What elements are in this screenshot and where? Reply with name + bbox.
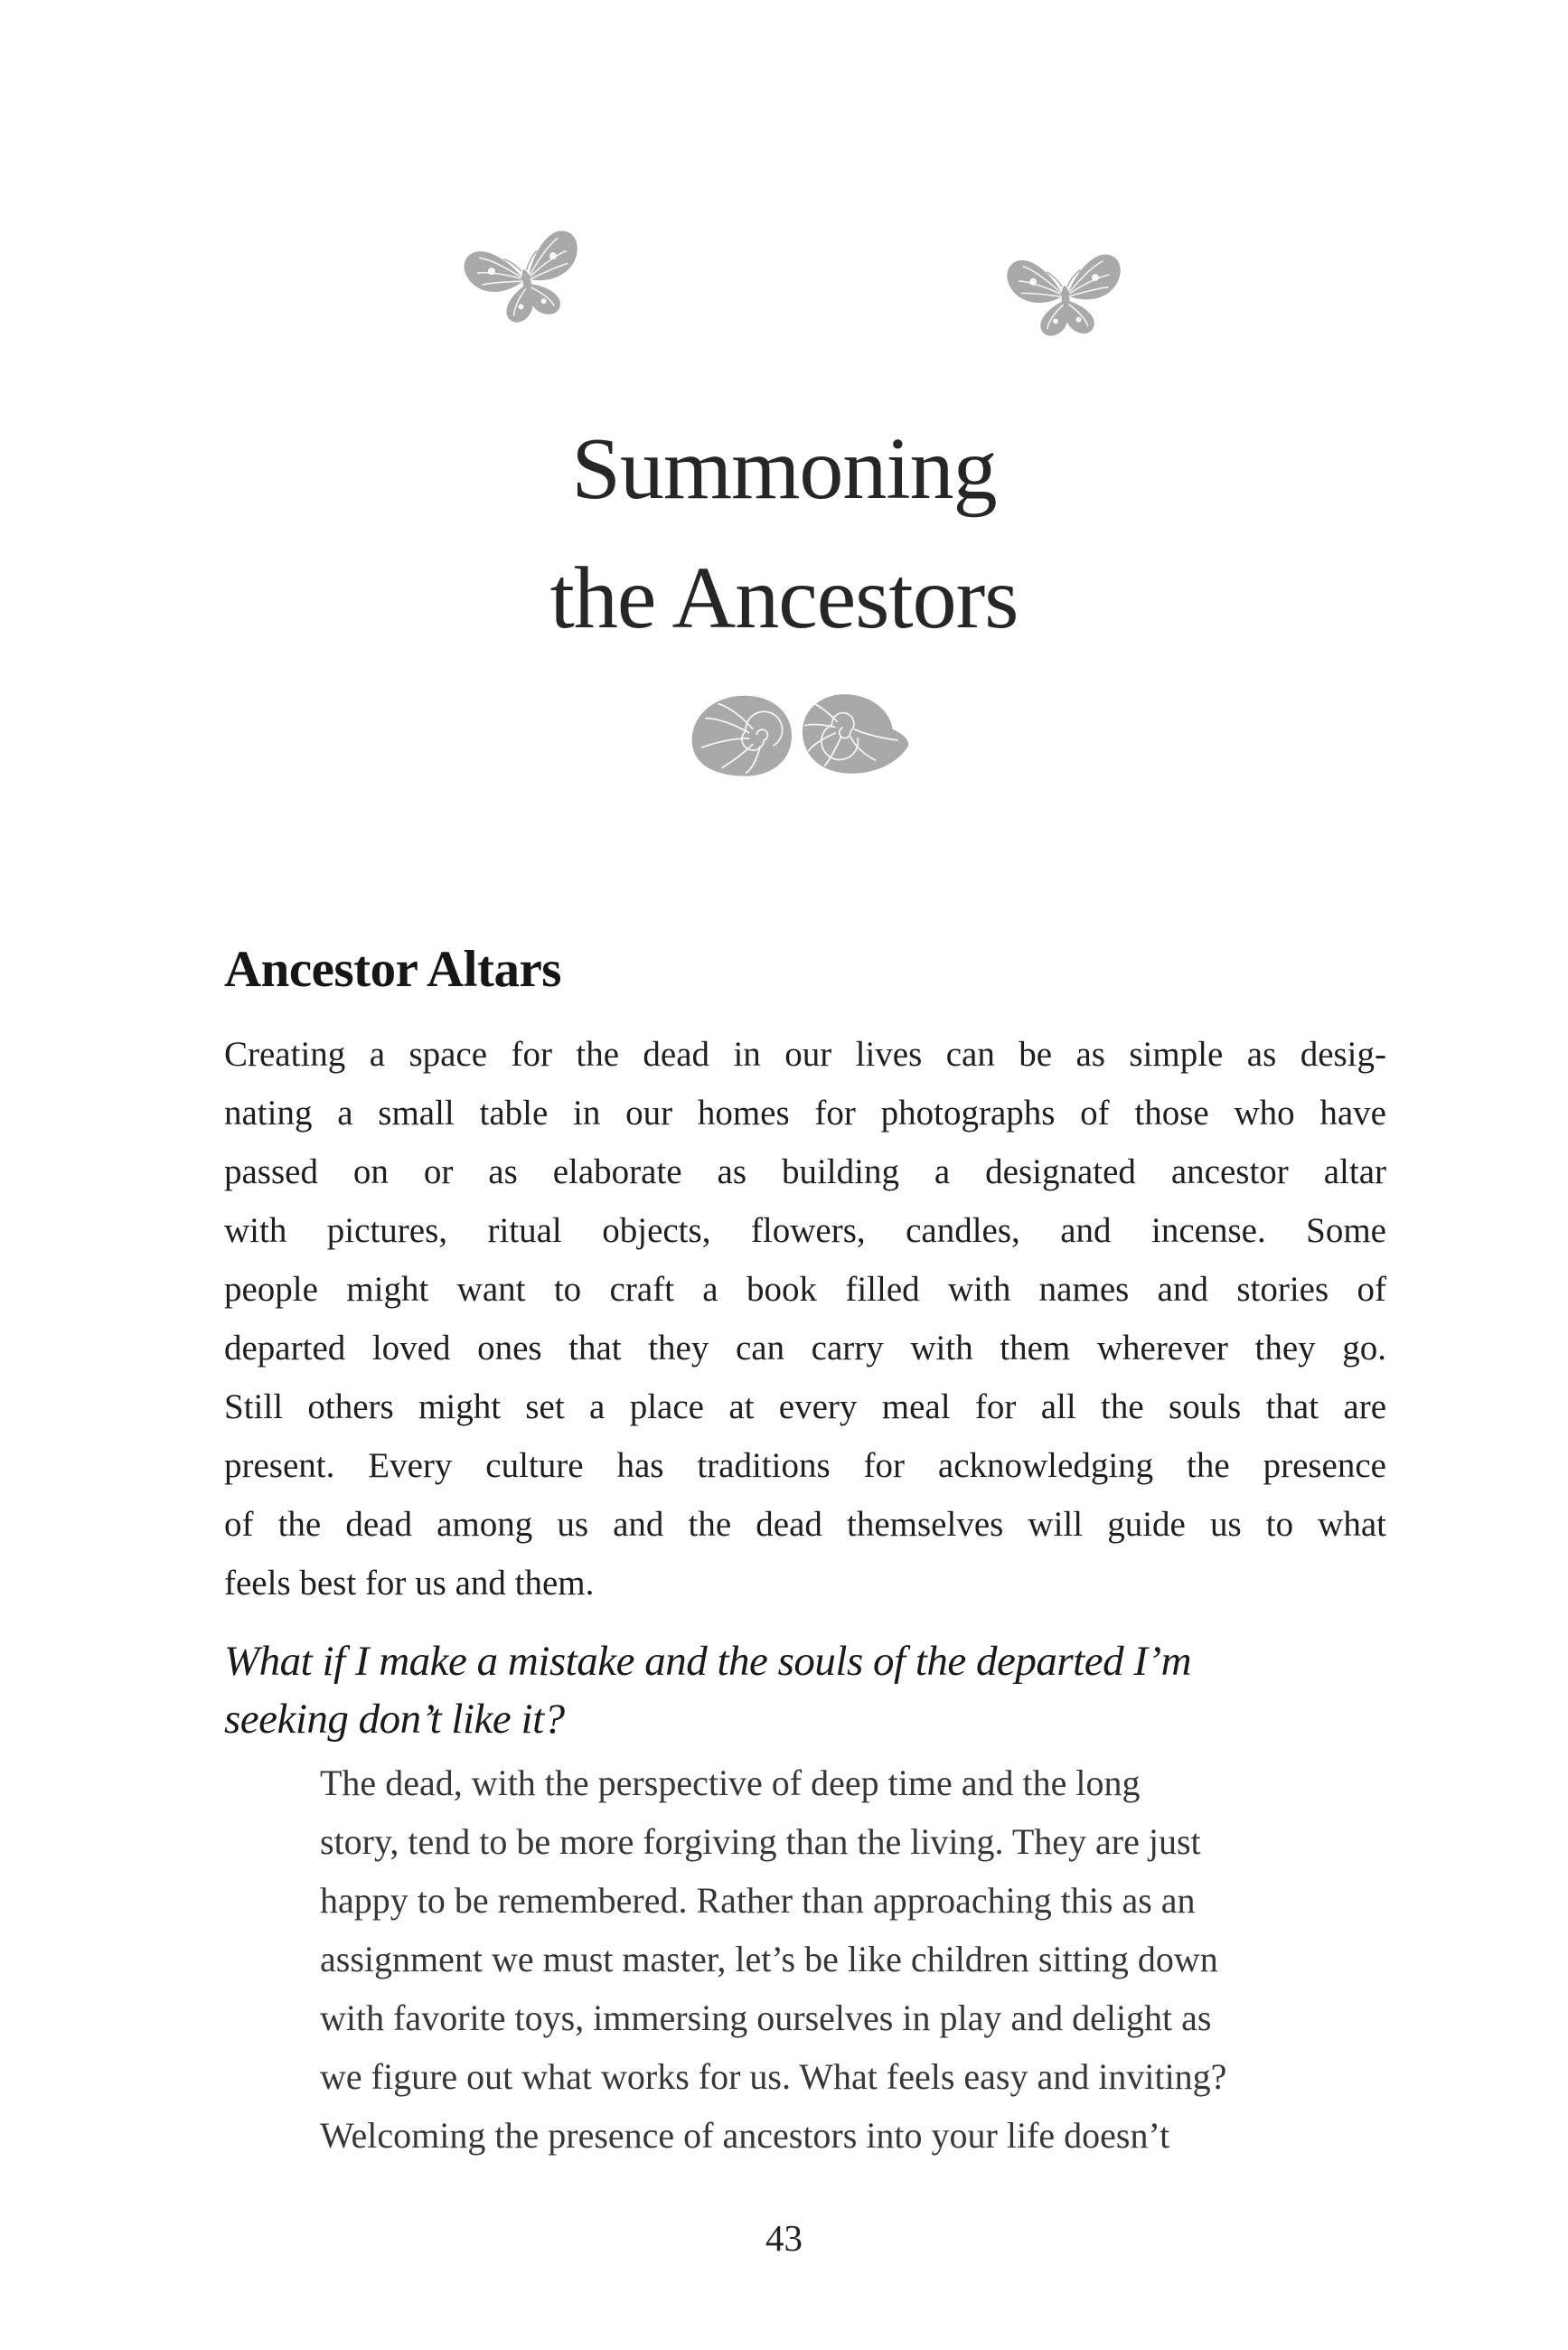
body-text-line: feels best for us and them.	[224, 1564, 595, 1603]
body-paragraph	[224, 1025, 1386, 1612]
answer-text-line: The dead, with the perspective of deep time and the long	[320, 1762, 1141, 1803]
answer-text-line: happy to be remembered. Rather than approaching this as an	[320, 1880, 1196, 1921]
answer-paragraph	[320, 1753, 1332, 2165]
chapter-title-line1: Summoning	[571, 420, 997, 518]
section-heading: Ancestor Altars	[224, 941, 561, 998]
question-line1: What if I make a mistake and the souls of the departed I’m	[224, 1638, 1192, 1685]
body-text-line: present. Every culture has traditions for acknowledging the presence	[224, 1446, 1386, 1485]
answer-text-line: assignment we must master, let’s be like children sitting down	[320, 1939, 1218, 1979]
answer-text-line: story, tend to be more forgiving than the living. They are just	[320, 1821, 1201, 1862]
body-text-line: nating a small table in our homes for photographs of those who have	[224, 1094, 1386, 1133]
body-text-line: passed on or as elaborate as building a designated ancestor altar	[224, 1152, 1386, 1191]
page-number: 43	[765, 2217, 803, 2259]
answer-text-line: with favorite toys, immersing ourselves in play and delight as	[320, 1998, 1212, 2038]
chapter-title-line2: the Ancestors	[549, 550, 1019, 647]
answer-text-line: Welcoming the presence of ancestors into your life doesn’t	[320, 2115, 1170, 2156]
body-text-line: with pictures, ritual objects, flowers, candles, and incense. Some	[224, 1211, 1386, 1250]
body-text-line: departed loved ones that they can carry with them wherever they go.	[224, 1329, 1386, 1368]
question-line2: seeking don’t like it?	[224, 1696, 565, 1743]
body-text-line: Creating a space for the dead in our lives can be as simple as desig-	[224, 1035, 1386, 1074]
body-text-line: Still others might set a place at every meal for all the souls that are	[224, 1387, 1386, 1426]
butterfly-icon	[446, 208, 606, 356]
body-text-line: people might want to craft a book filled with names and stories of	[224, 1270, 1386, 1309]
nautilus-shells-icon	[685, 685, 915, 790]
body-text-line: of the dead among us and the dead themselves will guide us to what	[224, 1505, 1386, 1544]
answer-text-line: we figure out what works for us. What feels easy and inviting?	[320, 2056, 1227, 2097]
chapter-title	[0, 405, 1568, 663]
question-heading	[224, 1632, 1399, 1748]
butterfly-icon	[991, 236, 1141, 362]
